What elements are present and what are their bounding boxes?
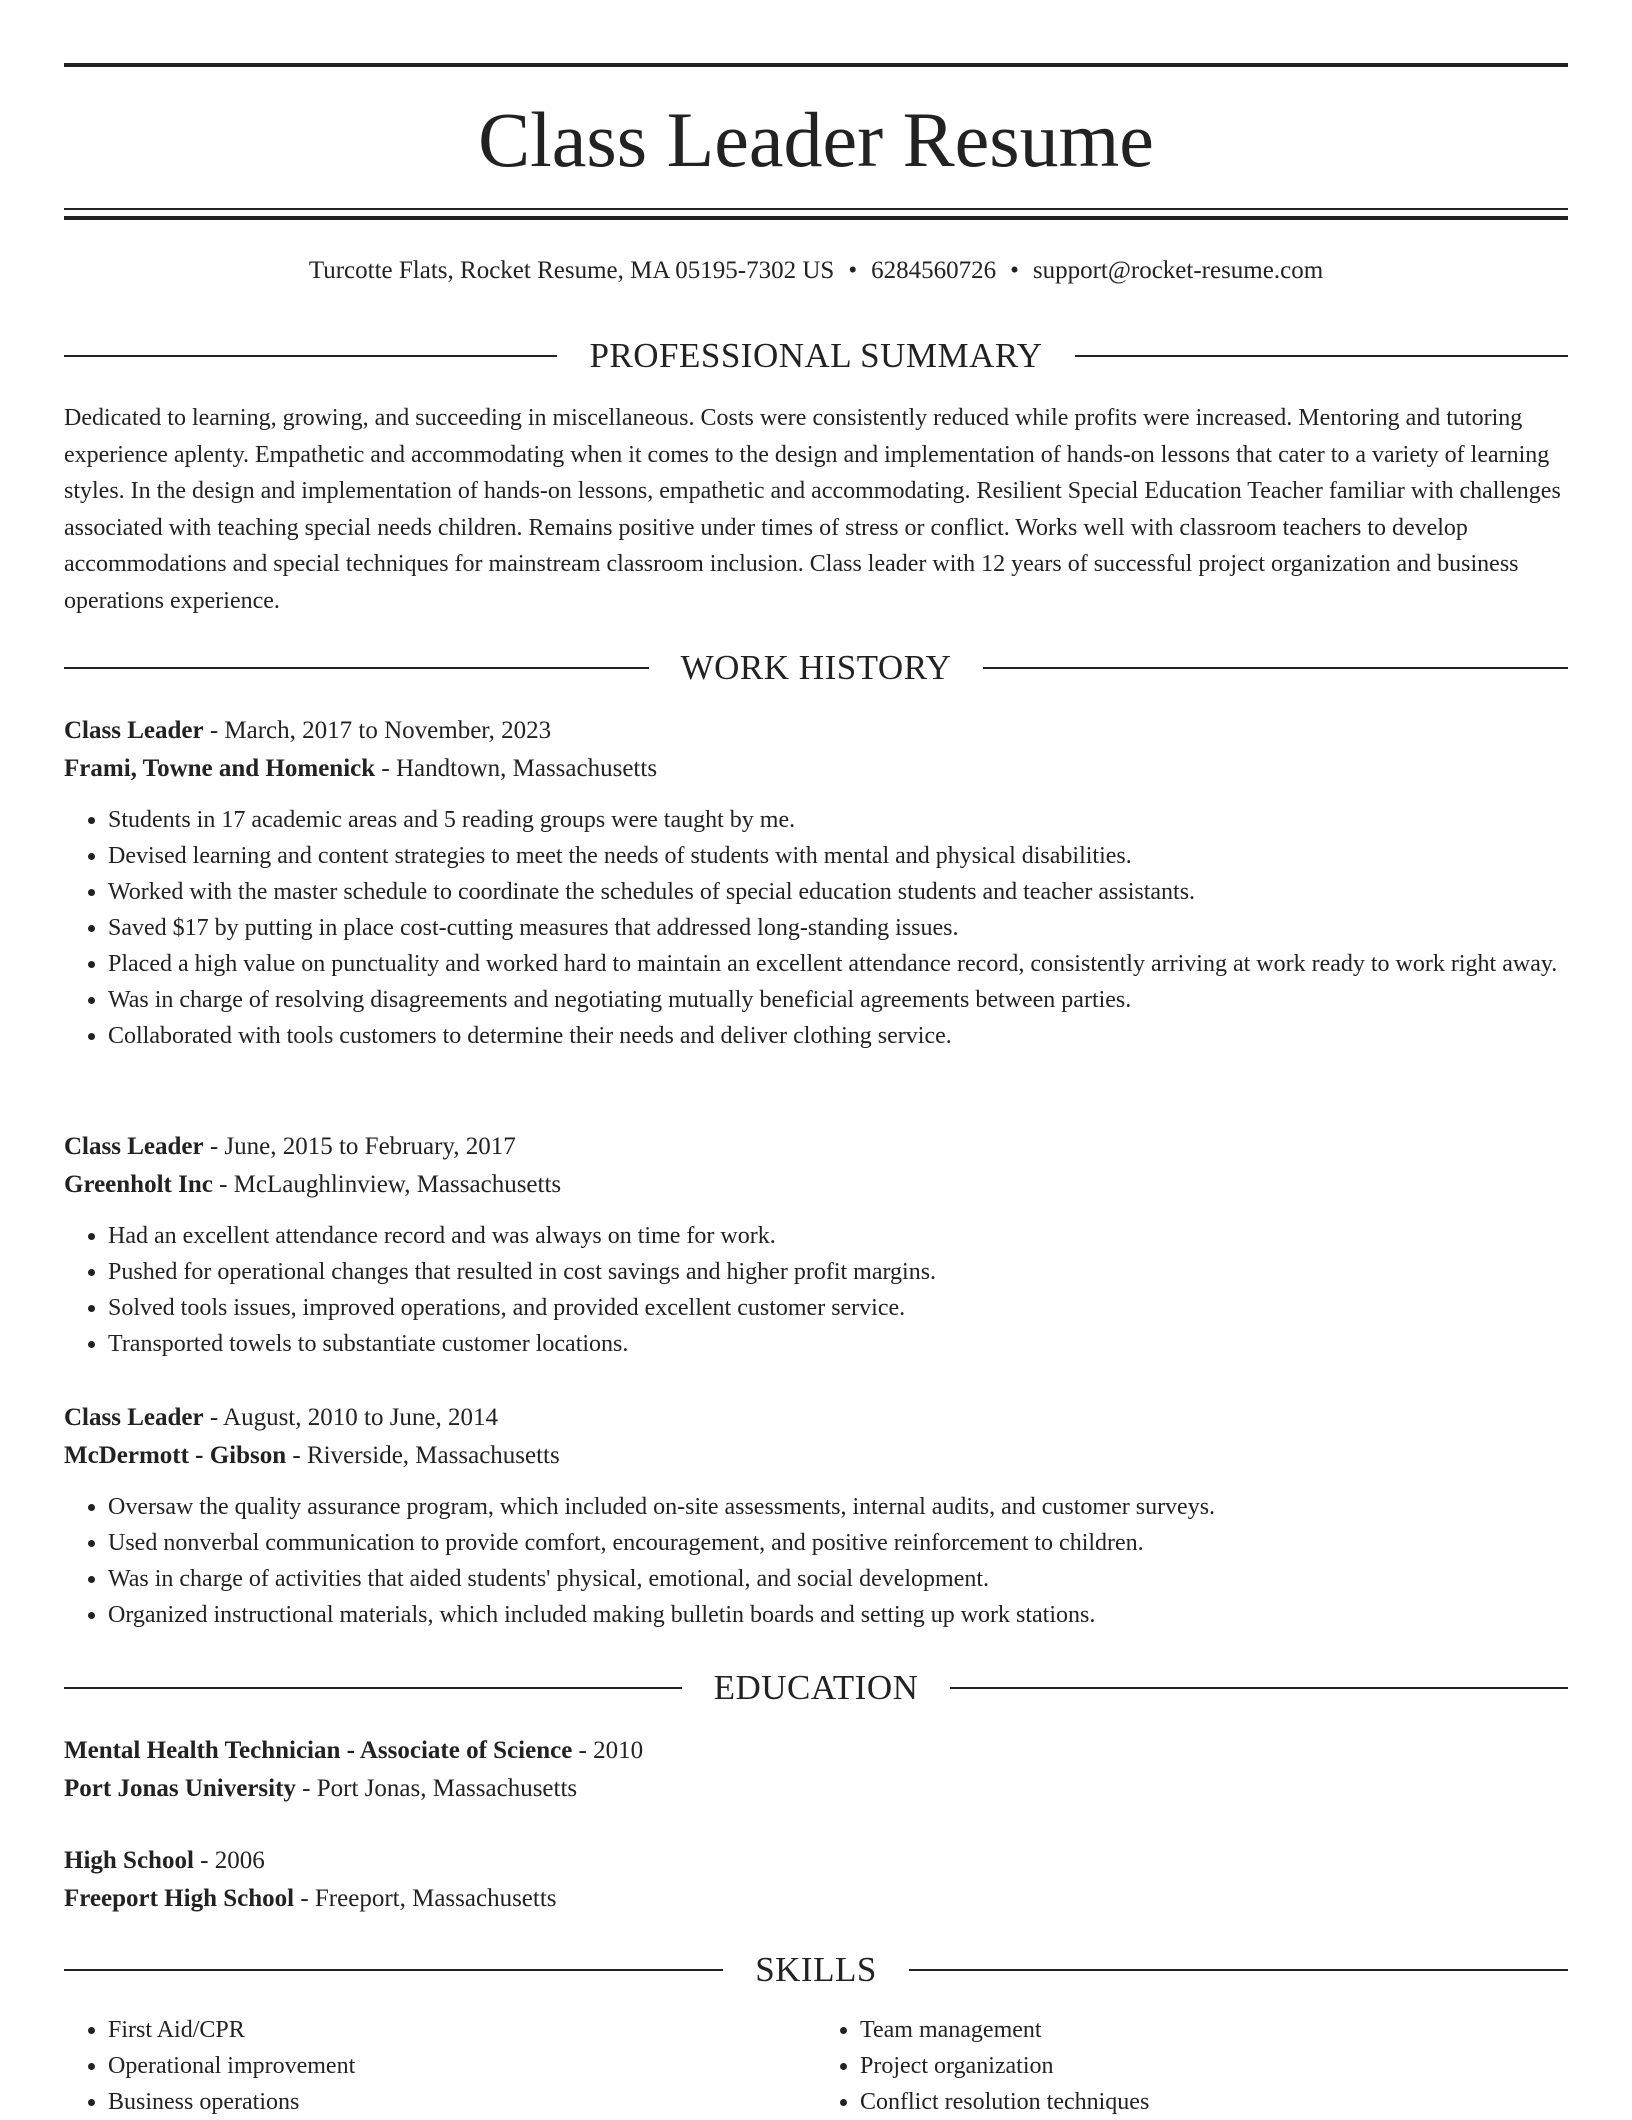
heading-rule	[909, 1969, 1568, 1971]
contact-phone: 6284560726	[871, 257, 997, 284]
job-company: McDermott - Gibson	[64, 1442, 287, 1469]
job-company-row	[64, 1166, 1568, 1204]
skills-list-left	[64, 2012, 816, 2120]
education-school: Freeport High School	[64, 1885, 295, 1912]
section-heading-work	[64, 648, 1568, 688]
top-rule	[64, 63, 1568, 67]
list-item: • Team management	[860, 2012, 1568, 2048]
contact-email: support@rocket-resume.com	[1032, 257, 1324, 284]
job-location: - Riverside, Massachusetts	[286, 1442, 560, 1469]
job-company: Frami, Towne and Homenick	[64, 755, 376, 782]
job-title: Class Leader	[64, 717, 204, 744]
job-location: - Handtown, Massachusetts	[375, 755, 658, 782]
heading-rule	[983, 667, 1568, 669]
job-company: Greenholt Inc	[64, 1171, 213, 1198]
education-heading: EDUCATION	[713, 1668, 919, 1707]
work-heading: WORK HISTORY	[680, 648, 952, 687]
list-item: • Was in charge of resolving disagreements and negotiating mutually beneficial agreements between parties.	[108, 982, 1568, 1018]
section-heading-summary	[64, 336, 1568, 376]
skills-column-left	[64, 2012, 816, 2120]
education-degree: High School	[64, 1847, 194, 1874]
education-year: - 2006	[193, 1847, 265, 1874]
job-location: - McLaughlinview, Massachusetts	[212, 1171, 562, 1198]
skills-heading: SKILLS	[755, 1950, 877, 1989]
list-item: • Project organization	[860, 2048, 1568, 2084]
list-item: • Organized instructional materials, which included making bulletin boards and setting up work stations.	[108, 1597, 1568, 1633]
title-double-rule	[64, 208, 1568, 220]
education-degree: Mental Health Technician - Associate of Science	[64, 1737, 573, 1764]
job-dates: - August, 2010 to June, 2014	[203, 1404, 499, 1431]
skills-list-right	[816, 2012, 1568, 2120]
job-bullets	[64, 802, 1568, 1054]
job-bullets	[64, 1489, 1568, 1633]
job-entry	[64, 712, 1568, 1054]
heading-rule	[64, 667, 649, 669]
heading-rule	[64, 1687, 682, 1689]
list-item: • Transported towels to substantiate customer locations.	[108, 1326, 1568, 1362]
heading-rule	[64, 355, 557, 357]
list-item: • Oversaw the quality assurance program, which included on-site assessments, internal audits, and customer surveys.	[108, 1489, 1568, 1525]
skills-column-right	[816, 2012, 1568, 2120]
contact-separator: •	[848, 257, 858, 284]
job-title-row	[64, 1128, 1568, 1166]
education-degree-row	[64, 1732, 1568, 1770]
list-item: • Used nonverbal communication to provide comfort, encouragement, and positive reinforcement to children.	[108, 1525, 1568, 1561]
education-year: - 2010	[572, 1737, 644, 1764]
contact-address: Turcotte Flats, Rocket Resume, MA 05195-7302 US	[308, 257, 835, 284]
section-heading-skills	[64, 1950, 1568, 1990]
summary-heading: PROFESSIONAL SUMMARY	[589, 336, 1043, 375]
heading-rule	[950, 1687, 1568, 1689]
education-school-row	[64, 1770, 1568, 1808]
summary-text: Dedicated to learning, growing, and succeeding in miscellaneous. Costs were consistently reduced while profits were increased. Mentoring and tutoring experience aplenty. Empathetic and accommodating when it comes to the design and implementation of hands-on lessons that cater to a variety of learning styles. In the design and implementation of hands-on lessons, empathetic and accommodating. Resilient Special Education Teacher familiar with challenges associated with teaching special needs children. Remains positive under times of stress or conflict. Works well with classroom teachers to develop accommodations and special techniques for mainstream classroom inclusion. Class leader with 12 years of successful project organization and business operations experience.	[64, 405, 1561, 614]
list-item: • Was in charge of activities that aided students' physical, emotional, and social development.	[108, 1561, 1568, 1597]
section-heading-education	[64, 1668, 1568, 1708]
list-item: • Business operations	[108, 2084, 816, 2120]
resume-title: Class Leader Resume	[478, 96, 1154, 183]
list-item: • Solved tools issues, improved operations, and provided excellent customer service.	[108, 1290, 1568, 1326]
list-item: • Worked with the master schedule to coordinate the schedules of special education students and teacher assistants.	[108, 874, 1568, 910]
job-entry	[64, 1399, 1568, 1633]
heading-rule	[1075, 355, 1568, 357]
skills-columns	[64, 2012, 1568, 2120]
education-entry	[64, 1732, 1568, 1808]
list-item: • Had an excellent attendance record and was always on time for work.	[108, 1218, 1568, 1254]
education-location: - Freeport, Massachusetts	[294, 1885, 557, 1912]
job-dates: - June, 2015 to February, 2017	[203, 1133, 516, 1160]
list-item: • Conflict resolution techniques	[860, 2084, 1568, 2120]
job-entry	[64, 1128, 1568, 1362]
education-entry	[64, 1842, 1568, 1918]
list-item: • Students in 17 academic areas and 5 reading groups were taught by me.	[108, 802, 1568, 838]
job-company-row	[64, 750, 1568, 788]
job-title-row	[64, 712, 1568, 750]
list-item: • Saved $17 by putting in place cost-cutting measures that addressed long-standing issues.	[108, 910, 1568, 946]
education-degree-row	[64, 1842, 1568, 1880]
list-item: • Pushed for operational changes that resulted in cost savings and higher profit margins.	[108, 1254, 1568, 1290]
list-item: • First Aid/CPR	[108, 2012, 816, 2048]
job-title: Class Leader	[64, 1404, 204, 1431]
list-item: • Collaborated with tools customers to determine their needs and deliver clothing service.	[108, 1018, 1568, 1054]
job-bullets	[64, 1218, 1568, 1362]
summary-block	[64, 400, 1568, 619]
heading-rule	[64, 1969, 723, 1971]
education-school-row	[64, 1880, 1568, 1918]
education-school: Port Jonas University	[64, 1775, 296, 1802]
list-item: • Operational improvement	[108, 2048, 816, 2084]
list-item: • Devised learning and content strategies to meet the needs of students with mental and physical disabilities.	[108, 838, 1568, 874]
education-location: - Port Jonas, Massachusetts	[295, 1775, 578, 1802]
job-dates: - March, 2017 to November, 2023	[203, 717, 552, 744]
contact-separator: •	[1010, 257, 1019, 284]
job-company-row	[64, 1437, 1568, 1475]
job-title-row	[64, 1399, 1568, 1437]
contact-line	[64, 256, 1568, 286]
job-title: Class Leader	[64, 1133, 204, 1160]
list-item: • Placed a high value on punctuality and worked hard to maintain an excellent attendance record, consistently arriving at work ready to work right away.	[108, 946, 1568, 982]
